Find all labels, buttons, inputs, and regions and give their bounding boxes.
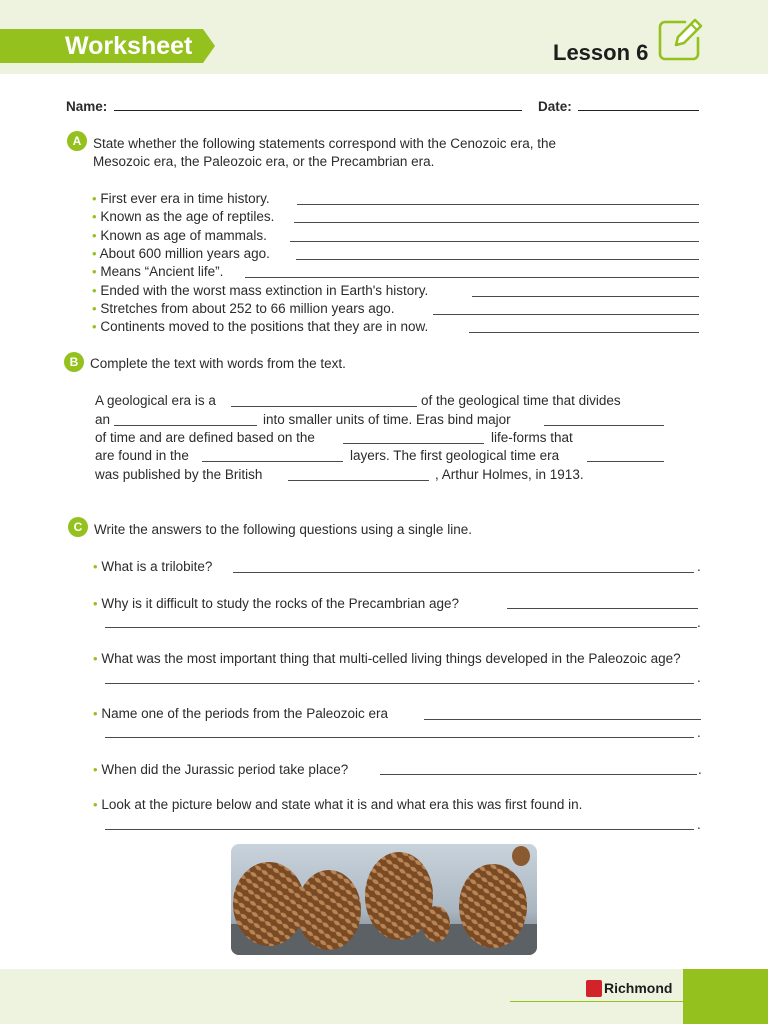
cloze-blank[interactable]: [544, 425, 664, 426]
question-item: • Look at the picture below and state what it is and what era this was first found in.: [93, 797, 583, 812]
period: .: [697, 725, 701, 740]
cloze-text: an: [95, 412, 111, 427]
worksheet-title: Worksheet: [65, 32, 193, 60]
section-c-instruction: Write the answers to the following questions using a single line.: [94, 522, 472, 537]
list-item: • Means “Ancient life”.: [92, 264, 224, 279]
cloze-blank[interactable]: [114, 425, 257, 426]
cloze-text: of the geological time that divides: [421, 393, 621, 408]
answer-line[interactable]: [105, 683, 694, 684]
answer-line[interactable]: [297, 204, 699, 205]
richmond-logo-icon: [586, 980, 602, 997]
answer-line[interactable]: [469, 332, 699, 333]
section-b-instruction: Complete the text with words from the text.: [90, 356, 346, 371]
name-field[interactable]: [114, 110, 522, 111]
name-label: Name:: [66, 99, 108, 114]
cloze-text: into smaller units of time. Eras bind major: [263, 412, 511, 427]
pencil-square-icon: [657, 16, 703, 62]
question-item: • When did the Jurassic period take place?: [93, 762, 349, 777]
question-item: • What was the most important thing that multi-celled living things developed in the Paleozoic age?: [93, 651, 681, 666]
period: .: [697, 559, 701, 574]
cloze-text: of time and are defined based on the: [95, 430, 315, 445]
cloze-text: , Arthur Holmes, in 1913.: [435, 467, 584, 482]
list-item: • Continents moved to the positions that they are in now.: [92, 319, 429, 334]
list-item: • Known as age of mammals.: [92, 228, 267, 243]
list-item: • Known as the age of reptiles.: [92, 209, 275, 224]
answer-line[interactable]: [105, 829, 694, 830]
question-item: • Why is it difficult to study the rocks of the Precambrian age?: [93, 596, 459, 611]
cloze-text: are found in the: [95, 448, 189, 463]
answer-line[interactable]: [296, 259, 699, 260]
answer-line[interactable]: [424, 719, 701, 720]
period: .: [697, 615, 701, 630]
question-item: • Name one of the periods from the Paleozoic era: [93, 706, 388, 721]
question-item: • What is a trilobite?: [93, 559, 213, 574]
cloze-blank[interactable]: [288, 480, 429, 481]
cloze-blank[interactable]: [343, 443, 484, 444]
date-label: Date:: [538, 99, 572, 114]
answer-line[interactable]: [290, 241, 699, 242]
answer-line[interactable]: [433, 314, 699, 315]
publisher-logo: Richmond: [604, 980, 673, 996]
answer-line[interactable]: [472, 296, 699, 297]
list-item: • First ever era in time history.: [92, 191, 270, 206]
section-c-badge: C: [68, 517, 88, 537]
period: .: [697, 670, 701, 685]
list-item: • About 600 million years ago.: [92, 246, 270, 261]
answer-line[interactable]: [105, 737, 694, 738]
answer-line[interactable]: [245, 277, 699, 278]
lesson-title: Lesson 6: [553, 40, 649, 65]
section-a-badge: A: [67, 131, 87, 151]
cloze-text: A geological era is a: [95, 393, 216, 408]
footer-accent: [683, 969, 768, 1024]
cloze-blank[interactable]: [202, 461, 343, 462]
answer-line[interactable]: [507, 608, 698, 609]
date-field[interactable]: [578, 110, 699, 111]
cloze-blank[interactable]: [587, 461, 664, 462]
period: .: [698, 762, 702, 777]
period: .: [697, 817, 701, 832]
answer-line[interactable]: [105, 627, 697, 628]
answer-line[interactable]: [294, 222, 699, 223]
cloze-text: was published by the British: [95, 467, 263, 482]
section-a-instruction: State whether the following statements correspond with the Cenozoic era, the: [93, 136, 557, 151]
section-a-instruction-cont: Mesozoic era, the Paleozoic era, or the Precambrian era.: [93, 154, 435, 169]
cloze-blank[interactable]: [231, 406, 417, 407]
footer-divider: [510, 1001, 683, 1002]
cloze-text: layers. The first geological time era: [350, 448, 560, 463]
answer-line[interactable]: [233, 572, 694, 573]
list-item: • Ended with the worst mass extinction in Earth's history.: [92, 283, 429, 298]
pinecones-photo: [231, 844, 537, 955]
list-item: • Stretches from about 252 to 66 million years ago.: [92, 301, 395, 316]
cloze-text: life-forms that: [491, 430, 573, 445]
answer-line[interactable]: [380, 774, 697, 775]
section-b-badge: B: [64, 352, 84, 372]
